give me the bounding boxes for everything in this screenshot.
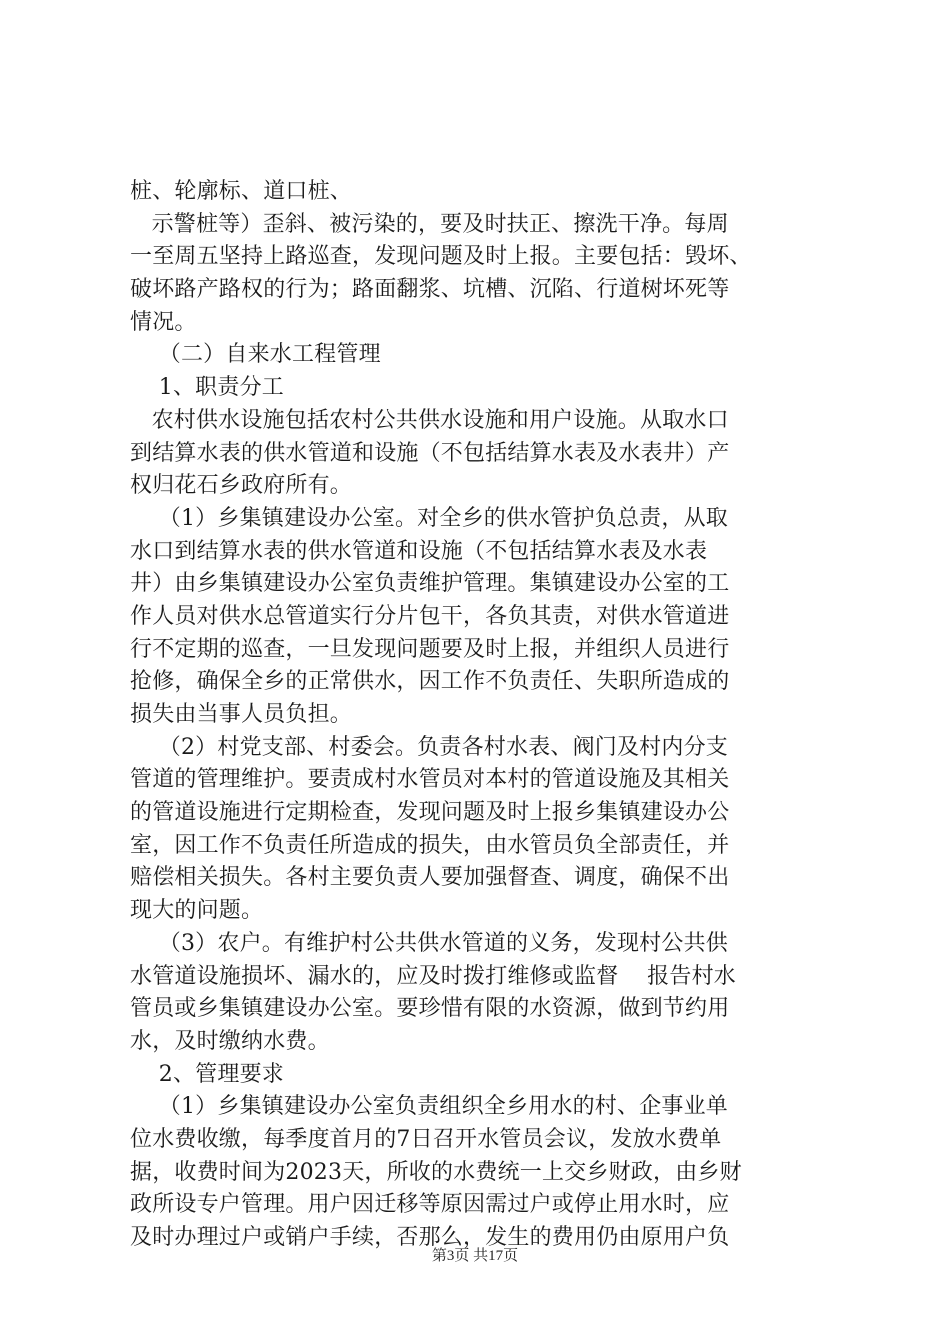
text-line: （1）乡集镇建设办公室。对全乡的供水管护负总责，从取	[130, 505, 728, 531]
text-line: 桩、轮廓标、道口桩、	[130, 179, 353, 204]
text-line: （2）村党支部、村委会。负责各村水表、阀门及村内分支	[130, 734, 728, 760]
text-line: 管员或乡集镇建设办公室。要珍惜有限的水资源，做到节约用	[130, 996, 730, 1022]
text-line: 1、职责分工	[130, 375, 284, 401]
text-line: 示警桩等）歪斜、被污染的，要及时扶正、擦洗干净。每周	[130, 211, 729, 237]
text-line: 农村供水设施包括农村公共供水设施和用户设施。从取水口	[130, 407, 729, 433]
text-line: 室，因工作不负责任所造成的损失，由水管员负全部责任，并	[130, 832, 730, 858]
text-line: 水管道设施损坏、漏水的，应及时拨打维修或监督 报告村水	[130, 963, 736, 989]
text-line: 位水费收缴，每季度首月的7日召开水管员会议，发放水费单	[130, 1126, 722, 1152]
text-line: （3）农户。有维护村公共供水管道的义务，发现村公共供	[130, 930, 728, 956]
text-line: 情况。	[130, 309, 197, 335]
page-number: 第3页 共17页	[431, 1248, 519, 1264]
text-line: 水，及时缴纳水费。	[130, 1028, 330, 1054]
text-line: 赔偿相关损失。各村主要负责人要加强督查、调度，确保不出	[130, 865, 730, 891]
text-line: 破坏路产路权的行为；路面翻浆、坑槽、沉陷、行道树坏死等	[130, 277, 730, 303]
text-line: 据，收费时间为2023天，所收的水费统一上交乡财政，由乡财	[130, 1159, 742, 1185]
text-line: 及时办理过户或销户手续，否那么，发生的费用仍由原用户负	[130, 1225, 730, 1250]
text-line: 一至周五坚持上路巡查，发现问题及时上报。主要包括：毁坏、	[130, 244, 752, 270]
text-line: 井）由乡集镇建设办公室负责维护管理。集镇建设办公室的工	[130, 571, 730, 597]
text-line: （二）自来水工程管理	[130, 342, 381, 368]
text-line: （1）乡集镇建设办公室负责组织全乡用水的村、企事业单	[130, 1094, 728, 1120]
text-line: 的管道设施进行定期检查，发现问题及时上报乡集镇建设办公	[130, 800, 730, 826]
text-line: 2、管理要求	[130, 1061, 284, 1087]
text-line: 损失由当事人员负担。	[130, 702, 353, 727]
text-line: 到结算水表的供水管道和设施（不包括结算水表及水表井）产	[130, 440, 730, 466]
text-line: 政所设专户管理。用户因迁移等原因需过户或停止用水时，应	[130, 1192, 730, 1218]
document-body	[130, 176, 830, 1255]
text-line: 现大的问题。	[130, 898, 264, 924]
text-line: 水口到结算水表的供水管道和设施（不包括结算水表及水表	[130, 538, 708, 564]
text-line: 权归花石乡政府所有。	[130, 473, 353, 499]
text-line: 行不定期的巡查，一旦发现问题要及时上报，并组织人员进行	[130, 636, 730, 662]
text-line: 管道的管理维护。要责成村水管员对本村的管道设施及其相关	[130, 767, 730, 793]
text-line: 作人员对供水总管道实行分片包干，各负其责，对供水管道进	[130, 603, 730, 629]
text-line: 抢修，确保全乡的正常供水，因工作不负责任、失职所造成的	[130, 669, 730, 695]
